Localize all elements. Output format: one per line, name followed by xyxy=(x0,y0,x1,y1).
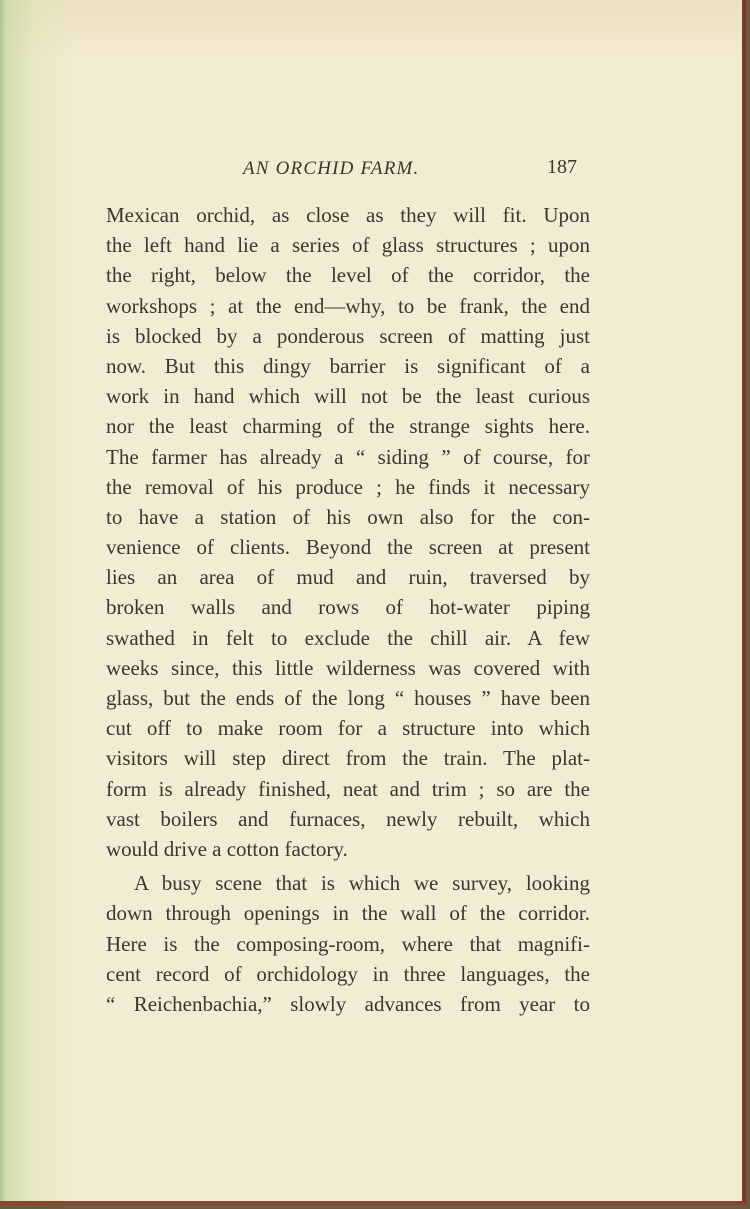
text-line: swathed in felt to exclude the chill air. A few xyxy=(106,625,590,650)
text-line: The farmer has already a “ siding ” of course, for xyxy=(106,444,590,469)
text-line: A busy scene that is which we survey, looking xyxy=(134,871,590,896)
text-line: “ Reichenbachia,” slowly advances from year to xyxy=(106,991,590,1016)
text-line: form is already finished, neat and trim ; so are the xyxy=(106,776,590,801)
text-line: broken walls and rows of hot-water piping xyxy=(106,595,590,620)
text-line: venience of clients. Beyond the screen at present xyxy=(106,535,590,560)
text-line: cent record of orchidology in three languages, the xyxy=(106,961,590,986)
page-number: 187 xyxy=(547,156,577,178)
text-line: vast boilers and furnaces, newly rebuilt, which xyxy=(106,806,590,831)
body-text xyxy=(106,200,590,1019)
text-line: visitors will step direct from the train. The plat- xyxy=(106,746,590,771)
text-line: now. But this dingy barrier is significant of a xyxy=(106,353,590,378)
text-line: is blocked by a ponderous screen of matting just xyxy=(106,323,590,348)
text-line: cut off to make room for a structure into which xyxy=(106,716,590,741)
text-line: weeks since, this little wilderness was covered with xyxy=(106,655,590,680)
text-line: nor the least charming of the strange sights here. xyxy=(106,414,590,439)
text-line: to have a station of his own also for the con- xyxy=(106,504,590,529)
text-line: Mexican orchid, as close as they will fit. Upon xyxy=(106,203,590,227)
text-line: Here is the composing-room, where that magnifi- xyxy=(106,931,590,956)
text-line: lies an area of mud and ruin, traversed by xyxy=(106,565,590,590)
text-line: the right, below the level of the corridor, the xyxy=(106,263,590,288)
running-title: AN ORCHID FARM. xyxy=(243,158,420,179)
text-line: work in hand which will not be the least curious xyxy=(106,384,590,409)
text-line: workshops ; at the end—why, to be frank, the end xyxy=(106,293,590,318)
text-line: down through openings in the wall of the corridor. xyxy=(106,901,590,926)
page-gutter-shadow xyxy=(0,0,6,1201)
paragraph-1 xyxy=(106,200,590,864)
text-line: glass, but the ends of the long “ houses ” have been xyxy=(106,686,590,710)
text-line: would drive a cotton factory. xyxy=(106,836,348,861)
text-line: the removal of his produce ; he finds it necessary xyxy=(106,474,590,499)
paragraph-2 xyxy=(106,868,590,1019)
text-line: the left hand lie a series of glass structures ; upon xyxy=(106,233,590,258)
running-head xyxy=(105,150,587,184)
